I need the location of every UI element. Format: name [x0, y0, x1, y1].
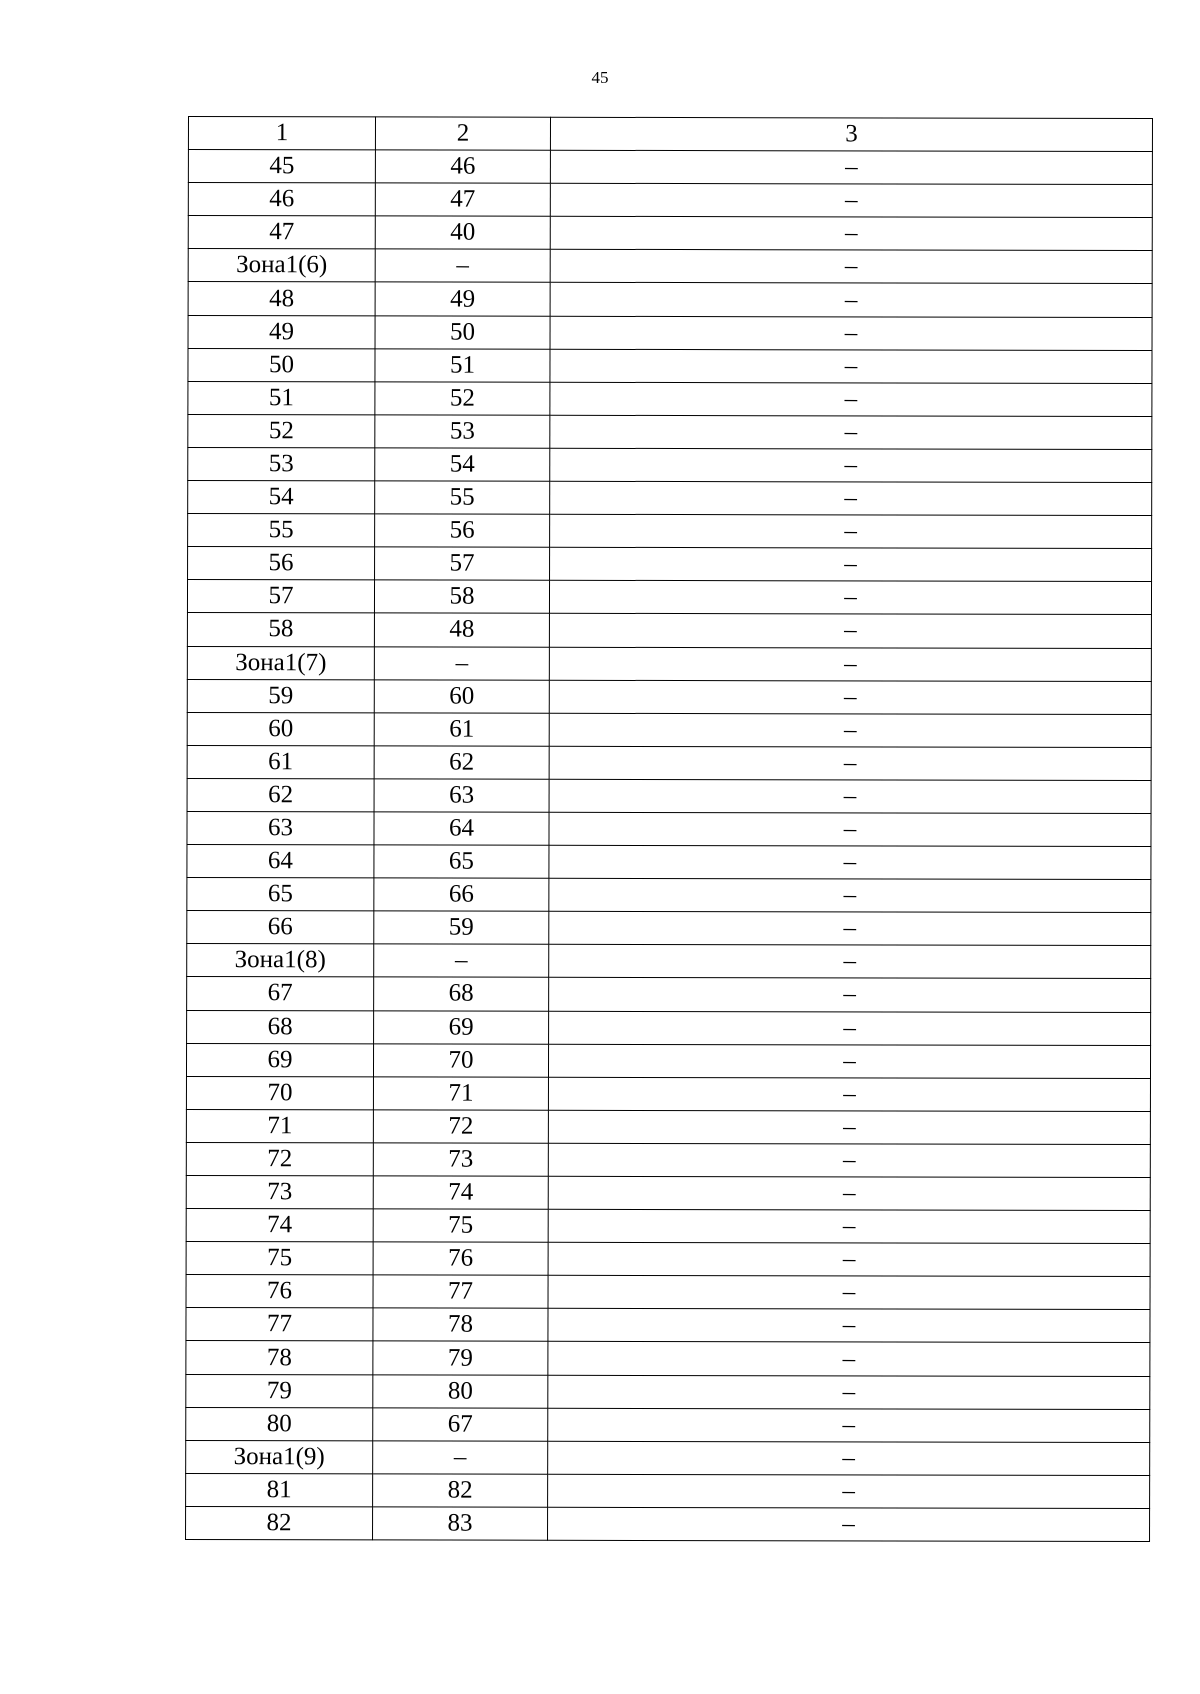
table-row	[188, 414, 1152, 449]
table-cell-col1: 48	[188, 282, 375, 315]
table-cell-col3: –	[550, 514, 1152, 548]
table-cell-col2: 65	[374, 845, 549, 878]
table-body	[186, 117, 1153, 1542]
table-row	[186, 1209, 1150, 1244]
table-row	[188, 447, 1152, 482]
table-cell-col3: –	[550, 217, 1152, 251]
table-cell-col3: –	[549, 1011, 1151, 1045]
table-cell-col3: –	[550, 382, 1152, 416]
table-row	[186, 1109, 1150, 1144]
table-cell-col3: –	[548, 1176, 1150, 1210]
table-cell-col3: –	[549, 945, 1151, 979]
table-cell-col1: 72	[186, 1142, 373, 1175]
table-row	[187, 646, 1151, 681]
table-row	[188, 315, 1152, 350]
table-cell-col3: –	[549, 680, 1151, 714]
table-row	[188, 381, 1152, 416]
table-cell-col1: 77	[186, 1308, 373, 1341]
table-cell-col2: 75	[373, 1209, 548, 1242]
table-row	[187, 580, 1151, 615]
table-cell-col2: 54	[375, 448, 550, 481]
table-cell-col3: –	[550, 448, 1152, 482]
table-cell-col3: –	[549, 845, 1151, 879]
table-cell-col1: 79	[186, 1374, 373, 1407]
table-cell-col3: –	[548, 1507, 1150, 1541]
table-cell-col3: –	[548, 1110, 1150, 1144]
table-cell-col3: –	[548, 1441, 1150, 1475]
table-cell-col3: –	[548, 1044, 1150, 1078]
table-cell-col1: 75	[186, 1242, 373, 1275]
table-cell-col1: 55	[188, 514, 375, 547]
table-cell-col3: –	[549, 812, 1151, 846]
table-cell-col3: –	[548, 1209, 1150, 1243]
table-cell-col2: 55	[375, 481, 550, 514]
table-cell-col1: 54	[188, 481, 375, 514]
table-row	[188, 348, 1152, 383]
table-cell-col1: 74	[186, 1209, 373, 1242]
header-cell-col1: 1	[188, 117, 375, 150]
table-cell-col3: –	[550, 250, 1152, 284]
table-cell-col2: –	[374, 646, 549, 679]
table-cell-col1: Зона1(7)	[187, 646, 374, 679]
table-cell-col3: –	[548, 1077, 1150, 1111]
table-row	[186, 1242, 1150, 1277]
table-row	[187, 712, 1151, 747]
table-row	[188, 249, 1152, 284]
table-cell-col2: 83	[373, 1507, 548, 1540]
table-cell-col3: –	[548, 1342, 1150, 1376]
table-cell-col1: 80	[186, 1407, 373, 1440]
table-header-row	[188, 117, 1152, 152]
table-row	[186, 1374, 1150, 1409]
table-row	[186, 1076, 1150, 1111]
table-cell-col3: –	[550, 316, 1152, 350]
table-row	[187, 911, 1151, 946]
table-cell-col2: 46	[375, 150, 550, 183]
table-cell-col2: 61	[374, 713, 549, 746]
table-cell-col3: –	[549, 614, 1151, 648]
table-cell-col2: 48	[374, 613, 549, 646]
table-cell-col1: 59	[187, 679, 374, 712]
table-cell-col2: 57	[375, 547, 550, 580]
table-cell-col2: 74	[373, 1176, 548, 1209]
table-cell-col1: 78	[186, 1341, 373, 1374]
data-table	[185, 116, 1153, 1542]
table-cell-col1: 66	[187, 911, 374, 944]
page-number: 45	[591, 68, 609, 87]
table-cell-col2: –	[374, 944, 549, 977]
table-cell-col3: –	[548, 1276, 1150, 1310]
table-cell-col3: –	[548, 1309, 1150, 1343]
table-cell-col1: 51	[188, 381, 375, 414]
table-row	[186, 1440, 1150, 1475]
header-cell-col3: 3	[550, 117, 1152, 151]
table-cell-col2: 70	[373, 1044, 548, 1077]
table-row	[187, 878, 1151, 913]
table-cell-col2: 72	[373, 1110, 548, 1143]
table-cell-col1: 82	[186, 1506, 373, 1539]
table-cell-col1: 69	[186, 1043, 373, 1076]
table-cell-col3: –	[548, 1375, 1150, 1409]
table-row	[186, 1308, 1150, 1343]
table-cell-col1: 81	[186, 1473, 373, 1506]
table-cell-col1: 60	[187, 712, 374, 745]
table-cell-col3: –	[549, 912, 1151, 946]
table-cell-col1: 52	[188, 414, 375, 447]
table-cell-col1: 63	[187, 811, 374, 844]
table-cell-col2: 49	[375, 282, 550, 315]
table-row	[188, 282, 1152, 317]
table-row	[188, 481, 1152, 516]
table-cell-col2: 50	[375, 315, 550, 348]
table-row	[187, 977, 1151, 1012]
table-cell-col3: –	[549, 647, 1151, 681]
table-cell-col3: –	[550, 349, 1152, 383]
table-row	[187, 745, 1151, 780]
table-cell-col1: 62	[187, 778, 374, 811]
table-cell-col1: Зона1(6)	[188, 249, 375, 282]
table-cell-col1: 49	[188, 315, 375, 348]
table-row	[186, 1142, 1150, 1177]
table-row	[187, 845, 1151, 880]
table-cell-col1: 64	[187, 845, 374, 878]
table-cell-col1: Зона1(8)	[187, 944, 374, 977]
table-cell-col2: 58	[374, 580, 549, 613]
table-row	[188, 547, 1152, 582]
header-cell-col2: 2	[375, 117, 550, 150]
table-row	[188, 216, 1152, 251]
table-cell-col3: –	[549, 978, 1151, 1012]
table-cell-col1: 47	[188, 216, 375, 249]
table-row	[186, 1275, 1150, 1310]
table-cell-col2: 77	[373, 1275, 548, 1308]
table-cell-col3: –	[548, 1474, 1150, 1508]
table-cell-col2: 68	[374, 977, 549, 1010]
table-cell-col1: 65	[187, 878, 374, 911]
table-row	[187, 778, 1151, 813]
table-cell-col1: 57	[187, 580, 374, 613]
table-row	[186, 1043, 1150, 1078]
table-cell-col1: 68	[187, 1010, 374, 1043]
table-cell-col3: –	[549, 878, 1151, 912]
table-cell-col1: 53	[188, 447, 375, 480]
table-row	[187, 679, 1151, 714]
table-row	[187, 811, 1151, 846]
table-cell-col3: –	[549, 713, 1151, 747]
table-cell-col2: 56	[375, 514, 550, 547]
table-cell-col2: 71	[373, 1077, 548, 1110]
table-row	[188, 150, 1152, 185]
table-cell-col3: –	[548, 1408, 1150, 1442]
table-row	[188, 183, 1152, 218]
table-cell-col3: –	[550, 283, 1152, 317]
table-cell-col2: 80	[373, 1374, 548, 1407]
table-cell-col2: 69	[374, 1010, 549, 1043]
table-cell-col2: 59	[374, 911, 549, 944]
table-row	[188, 514, 1152, 549]
table-cell-col3: –	[550, 183, 1152, 217]
table-row	[186, 1407, 1150, 1442]
table-cell-col2: 64	[374, 812, 549, 845]
table-cell-col1: 67	[187, 977, 374, 1010]
table-cell-col3: –	[549, 746, 1151, 780]
table-cell-col3: –	[549, 779, 1151, 813]
table-cell-col3: –	[549, 581, 1151, 615]
table-cell-col1: 70	[186, 1076, 373, 1109]
table-cell-col1: 46	[188, 183, 375, 216]
table-cell-col3: –	[548, 1242, 1150, 1276]
table-cell-col3: –	[548, 1143, 1150, 1177]
table-cell-col1: 50	[188, 348, 375, 381]
table-cell-col2: 79	[373, 1341, 548, 1374]
table-row	[186, 1175, 1150, 1210]
table-row	[187, 613, 1151, 648]
table-cell-col1: 56	[188, 547, 375, 580]
table-cell-col2: –	[373, 1441, 548, 1474]
table-row	[186, 1506, 1150, 1541]
table-cell-col3: –	[550, 150, 1152, 184]
table-cell-col2: 40	[375, 216, 550, 249]
table-row	[186, 1341, 1150, 1376]
table-cell-col2: 82	[373, 1474, 548, 1507]
table-cell-col2: 53	[375, 415, 550, 448]
table-cell-col1: 76	[186, 1275, 373, 1308]
table-cell-col2: 47	[375, 183, 550, 216]
table-cell-col2: 62	[374, 746, 549, 779]
table-cell-col2: –	[375, 249, 550, 282]
table-row	[186, 1473, 1150, 1508]
table-cell-col1: 61	[187, 745, 374, 778]
table-cell-col3: –	[550, 481, 1152, 515]
table-cell-col2: 76	[373, 1242, 548, 1275]
table-cell-col3: –	[550, 415, 1152, 449]
table-cell-col2: 51	[375, 349, 550, 382]
table-cell-col2: 52	[375, 382, 550, 415]
table-cell-col1: 73	[186, 1175, 373, 1208]
table-cell-col2: 78	[373, 1308, 548, 1341]
table-cell-col2: 60	[374, 679, 549, 712]
table-cell-col2: 66	[374, 878, 549, 911]
table-cell-col2: 67	[373, 1408, 548, 1441]
table-cell-col1: 71	[186, 1109, 373, 1142]
table-cell-col2: 73	[373, 1143, 548, 1176]
table-cell-col3: –	[550, 547, 1152, 581]
table-cell-col1: 58	[187, 613, 374, 646]
table-cell-col1: Зона1(9)	[186, 1440, 373, 1473]
table-cell-col1: 45	[188, 150, 375, 183]
table-row	[187, 1010, 1151, 1045]
table-row	[187, 944, 1151, 979]
table-cell-col2: 63	[374, 779, 549, 812]
